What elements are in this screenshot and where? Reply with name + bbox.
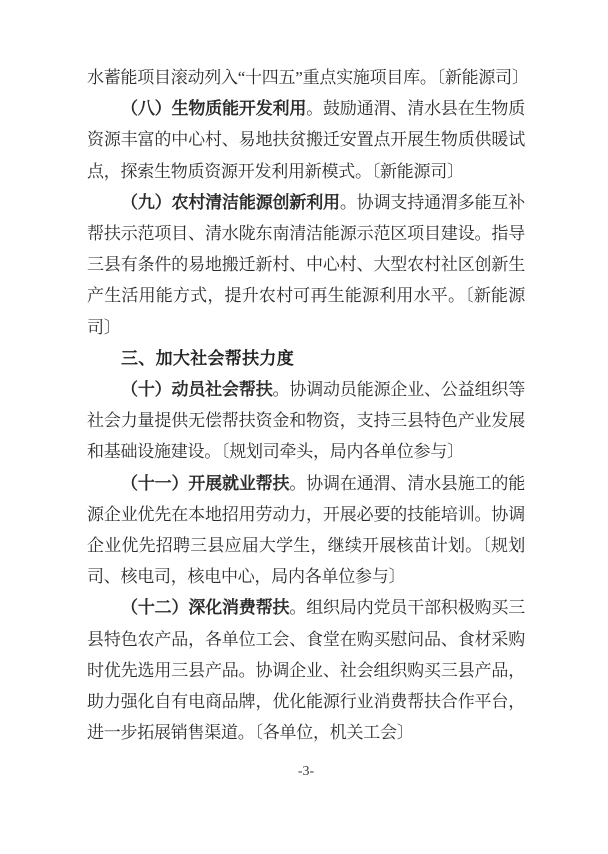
paragraph-item: （十）动员社会帮扶。协调动员能源企业、公益组织等社会力量提供无偿帮扶资金和物资，支持三县特色产业发展和基础设施建设。〔规划司牵头，局内各单位参与〕 xyxy=(87,380,526,462)
item-lead-bold: （十一）开展就业帮扶 xyxy=(121,473,290,493)
paragraph-item: （十一）开展就业帮扶。协调在通渭、清水县施工的能源企业优先在本地招用劳动力，开展必要的技能培训。协调企业优先招聘三县应届大学生，继续开展核苗计划。〔规划司、核电司，核电中心，局内各单位参与〕 xyxy=(87,473,526,587)
page-number: -3- xyxy=(297,764,315,780)
document-body xyxy=(87,62,529,748)
section-heading: 三、加大社会帮扶力度 xyxy=(121,348,294,368)
item-lead-bold: （十二）深化消费帮扶 xyxy=(121,598,290,618)
page-footer xyxy=(87,762,525,782)
paragraph-item: （九）农村清洁能源创新利用。协调支持通渭多能互补帮扶示范项目、清水陇东南清洁能源示范区项目建设。指导三县有条件的易地搬迁新村、中心村、大型农村社区创新生产生活用能方式，提升农村可再生能源利用水平。〔新能源司〕 xyxy=(87,192,526,337)
paragraph-continuation: 水蓄能项目滚动列入“十四五”重点实施项目库。〔新能源司〕 xyxy=(87,68,529,87)
paragraph-item: （八）生物质能开发利用。鼓励通渭、清水县在生物质资源丰富的中心村、易地扶贫搬迁安置点开展生物质供暖试点，探索生物质资源开发利用新模式。〔新能源司〕 xyxy=(87,99,526,181)
paragraph-item: （十二）深化消费帮扶。组织局内党员干部积极购买三县特色农产品，各单位工会、食堂在购买慰问品、食材采购时优先选用三县产品。协调企业、社会组织购买三县产品，助力强化自有电商品牌，优化能源行业消费帮扶合作平台，进一步拓展销售渠道。〔各单位，机关工会〕 xyxy=(87,598,526,743)
item-lead-bold: （八）生物质能开发利用 xyxy=(121,99,307,119)
item-lead-bold: （九）农村清洁能源创新利用 xyxy=(121,192,340,212)
item-lead-bold: （十）动员社会帮扶 xyxy=(121,380,273,400)
